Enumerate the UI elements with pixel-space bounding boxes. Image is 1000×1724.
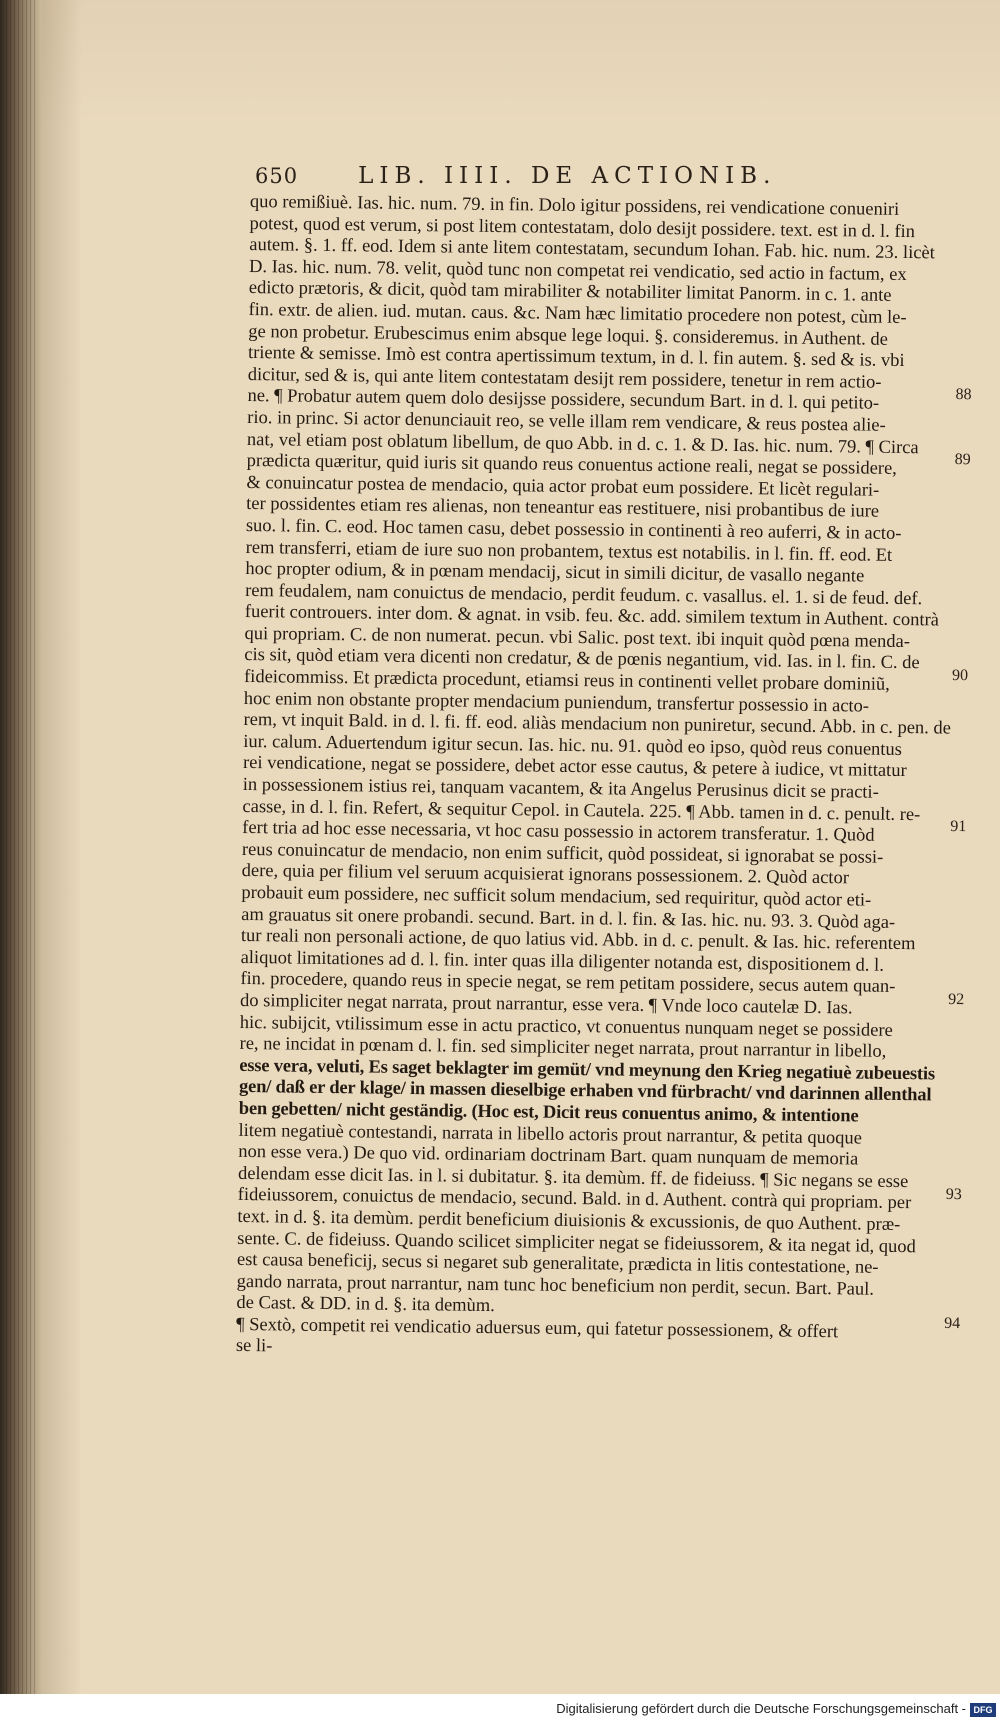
footer-bar: [0, 1694, 1000, 1724]
text-line: text. in d. §. ita demùm. perdit beneficium diuisionis & excussionis, de quo Authent. præ-: [237, 1206, 901, 1235]
text-line: iur. calum. Aduertendum igitur secun. Ias. hic. nu. 91. quòd eo ipso, quòd reus conuentus: [243, 731, 903, 760]
margin-number: 93: [945, 1185, 962, 1203]
text-line: reus conuincatur de mendacio, non enim sufficit, quòd possideat, si ignorabat se possi-: [241, 839, 884, 868]
text-line: dicitur, sed & is, qui ante litem contestatam desijt rem possidere, tenetur in rem actio-: [247, 364, 882, 393]
text-line: prædicta quæritur, quid iuris sit quando reus conuentus actione reali, negat se possidere,: [246, 451, 897, 480]
text-line: am grauatus sit onere probandi. secund. Bart. in d. l. fin. & Ias. hic. nu. 93. 3. Quòd aga-: [241, 904, 896, 933]
text-line: ¶ Sextò, competit rei vendicatio aduersus eum, qui fatetur possessionem, & offert: [236, 1314, 839, 1343]
margin-number: 89: [954, 451, 971, 469]
text-line: sente. C. de fideiuss. Quando scilicet simpliciter negat se fideiussorem, & ita negat id, quod: [237, 1228, 916, 1257]
margin-number: 88: [955, 386, 972, 404]
text-line: hic. subijcit, vtilissimum esse in actu practico, vt conuentus nunquam neget se possidere: [239, 1012, 893, 1041]
margin-number: 92: [948, 991, 965, 1009]
text-line: aliquot limitationes ad d. l. fin. inter quas illa diligenter notanda est, dispositionem d. l.: [240, 947, 885, 976]
text-line: autem. §. 1. ff. eod. Idem si ante litem contestatam, secundum Iohan. Fab. hic. num. 23. licèt: [249, 235, 935, 264]
text-line: suo. l. fin. C. eod. Hoc tamen casu, debet possessio in continenti à reo auferri, & in acto-: [245, 515, 902, 544]
text-line: delendam esse dicit Ias. in l. si dubitatur. §. ita demùm. ff. de fideiuss. ¶ Sic negans se esse: [237, 1163, 909, 1192]
text-line: cis sit, quòd etiam vera dicenti non credatur, & de pœnis negantium, vid. Ias. in l. fin. C. de: [244, 645, 920, 674]
page-edge-lines: [6, 0, 36, 1724]
text-line: rio. in princ. Si actor denunciauit reo, se velle illam rem vendicare, & reus postea alie-: [247, 407, 886, 436]
page-header: [255, 163, 835, 189]
folio-number: 650: [255, 164, 299, 188]
dfg-logo-icon: DFG: [970, 1703, 996, 1717]
text-line: dere, quia per filium vel seruum acquisierat ignorans possessionem. 2. Quòd actor: [241, 861, 850, 889]
text-line: rei vendicatione, negat se possidere, debet actor esse cautus, & petere à iudice, vt mittatur: [242, 753, 907, 782]
text-line: rem feudalem, nam conuictus de mendacio, perdit feudum. c. vasallus. el. 1. si de feud. def.: [245, 580, 923, 609]
text-line: quo remißiuè. Ias. hic. num. 79. in fin. Dolo igitur possidens, rei vendicatione conueniri: [249, 192, 900, 220]
text-line: rem, vt inquit Bald. in d. l. fi. ff. eod. aliàs mendacium non puniretur, secund. Abb. in c. pen. de: [243, 710, 952, 739]
text-line: de Cast. & DD. in d. §. ita demùm.: [236, 1293, 495, 1317]
book-page-edges: [0, 0, 42, 1724]
text-line: fert tria ad hoc esse necessaria, vt hoc casu possessio in actorem transferatur. 1. Quòd: [242, 818, 875, 846]
digitization-credit: Digitalisierung gefördert durch die Deutsche Forschungsgemeinschaft -: [556, 1701, 966, 1716]
margin-number: 90: [951, 667, 969, 685]
text-line: & conuincatur postea de mendacio, quia actor probat eum possidere. Et licèt regulari-: [246, 472, 880, 501]
text-line: ter possidentes etiam res alienas, non teneantur eas restituere, nisi probantibus de iure: [246, 494, 880, 523]
text-line: hoc enim non obstante propter mendacium puniendum, transfertur possessio in acto-: [243, 688, 870, 717]
text-line: litem negatiuè contestandi, narrata in libello actoris prout narrantur, & petita quoque: [238, 1120, 863, 1149]
text-line: nat, vel etiam post oblatum libellum, de quo Abb. in d. c. 1. & D. Ias. hic. num. 79. ¶ Circa: [246, 429, 919, 458]
margin-number: 91: [950, 818, 967, 836]
text-line: ne. ¶ Probatur autem quem dolo desijsse possidere, secundum Bart. in d. l. qui petito-: [247, 386, 880, 415]
text-line: non esse vera.) De quo vid. ordinariam doctrinam Bart. quam nunquam de memoria: [238, 1142, 859, 1170]
text-line: gen/ daß er der klage/ in massen dieselbige erhaben vnd fürbracht/ vnd darinnen allenthal: [238, 1077, 932, 1106]
text-line: fideiussorem, conuictus de mendacio, secund. Bald. in d. Authent. contrà qui propriam. per: [237, 1185, 912, 1214]
text-line: fin. extr. de alien. iud. mutan. caus. &c. Nam hæc limitatio procedere non potest, cùm le-: [248, 299, 907, 328]
text-line: casse, in d. l. fin. Refert, & sequitur Cepol. in Cautela. 225. ¶ Abb. tamen in d. c. penult. re-: [242, 796, 921, 825]
text-line: D. Ias. hic. num. 78. velit, quòd tunc non competat rei vendicatio, sed actio in factum, ex: [248, 256, 907, 285]
text-line: potest, quod est verum, si post litem contestatam, dolo desijt possidere. text. est in d. l. fin: [249, 213, 916, 242]
margin-number: 94: [944, 1315, 961, 1333]
text-line: probauit eum possidere, nec sufficit solum mendacium, sed requiritur, quòd actor eti-: [241, 882, 872, 911]
text-line: fuerit controuers. inter dom. & agnat. in vsib. feu. &c. add. similem textum in Authent. contrà: [244, 602, 940, 631]
text-line: ben gebetten/ nicht geständig. (Hoc est, Dicit reus conuentus animo, & intentione: [238, 1098, 859, 1127]
text-line: hoc propter odium, & in pœnam mendacij, sicut in simili dicitur, de vasallo negante: [245, 559, 865, 587]
text-line: tur reali non personali actione, de quo latius vid. Abb. in d. c. penult. & Ias. hic. referentem: [240, 926, 916, 955]
text-line: qui propriam. C. de non numerat. pecun. vbi Salic. post text. ibi inquit quòd pœna menda-: [244, 623, 911, 652]
text-line: se li-: [235, 1336, 273, 1357]
text-line: fin. procedere, quando reus in specie negat, se rem petitam possidere, secus autem quan-: [240, 969, 896, 998]
text-line: triente & semisse. Imò est contra apertissimum textum, in d. l. fin autem. §. sed & is. vbi: [247, 343, 905, 372]
text-line: re, ne incidat in pœnam d. l. fin. sed simpliciter neget narrata, prout narrantur in libello,: [239, 1034, 887, 1062]
text-line: esse vera, veluti, Es saget beklagter im gemüt/ vnd meynung den Krieg negatiuè zubeuestis: [239, 1055, 936, 1085]
text-line: do simpliciter negat narrata, prout narrantur, esse vera. ¶ Vnde loco cautelæ D. Ias.: [239, 990, 853, 1019]
text-line: in possessionem istius rei, tanquam vacantem, & ita Angelus Perusinus dicit se practi-: [242, 774, 879, 803]
running-head: LIB. IIII. DE ACTIONIB.: [358, 163, 777, 189]
text-line: edicto prætoris, & dicit, quòd tam mirabiliter & notabiliter limitat Panorm. in c. 1. ante: [248, 278, 892, 307]
text-line: ge non probetur. Erubescimus enim absque lege loqui. §. consideremus. in Authent. de: [248, 321, 889, 350]
text-line: est causa beneficij, secus si negaret sub generalitate, prædicta in litis contestatione, ne-: [236, 1250, 879, 1278]
text-line: gando narrata, prout narrantur, nam tunc hoc beneficium non perdit, secun. Bart. Paul.: [236, 1271, 875, 1300]
text-line: fideicommiss. Et prædicta procedunt, etiamsi reus in continenti vellet probare dominiũ,: [243, 667, 890, 695]
text-line: rem transferri, etiam de iure suo non probantem, textus est notabilis. in l. fin. ff. eod. Et: [245, 537, 893, 566]
